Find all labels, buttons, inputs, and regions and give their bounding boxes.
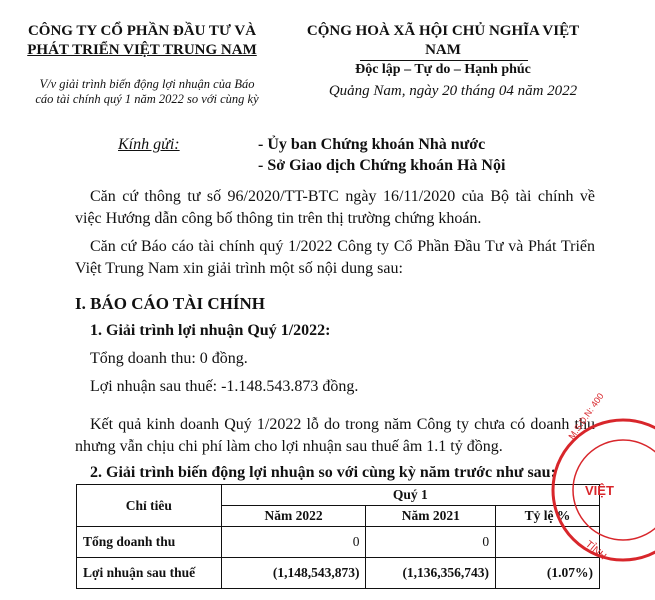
column-header: Tỷ lệ % [496, 506, 600, 527]
profit-line: Lợi nhuận sau thuế: -1.148.543.873 đồng. [90, 378, 359, 395]
subsection-heading: 2. Giải trình biến động lợi nhuận so với cùng kỳ năm trước như sau: [90, 464, 556, 481]
row-label: Tổng doanh thu [77, 527, 222, 558]
column-header: Chỉ tiêu [77, 485, 222, 527]
paragraph-report-basis: Căn cứ Báo cáo tài chính quý 1/2022 Công ty Cổ Phần Đầu Tư và Phát Triển Việt Trung Nam xin giải trình một số nội dung sau: [75, 238, 595, 277]
column-header: Năm 2022 [221, 506, 366, 527]
paragraph-result-explanation: Kết quả kinh doanh Quý 1/2022 lỗ do trong năm Công ty chưa có doanh thu nhưng vẫn chịu chi phí làm cho lợi nhuận sau thuế âm 1.1 tỷ đồng. [75, 416, 595, 455]
stamp-text-bottom: TỈNH [583, 538, 609, 563]
subsection-heading: 1. Giải trình lợi nhuận Quý 1/2022: [90, 322, 331, 339]
table-row [77, 558, 600, 589]
cell-value: 0 [221, 527, 366, 558]
row-label: Lợi nhuận sau thuế [77, 558, 222, 589]
profit-comparison-table [76, 484, 600, 589]
column-group-header: Quý 1 [221, 485, 599, 506]
section-heading: I. BÁO CÁO TÀI CHÍNH [75, 294, 266, 313]
company-name-line1: CÔNG TY CỔ PHẦN ĐẦU TƯ VÀ [27, 23, 257, 39]
company-seal-stamp [545, 391, 655, 580]
subject-line [22, 77, 272, 107]
motto-underline [360, 60, 528, 61]
column-header: Năm 2021 [366, 506, 496, 527]
table-header-row [77, 485, 600, 506]
document-date: Quảng Nam, ngày 20 tháng 04 năm 2022 [328, 83, 578, 99]
cell-value: (1.07%) [496, 558, 600, 589]
subject-line1: V/v giải trình biến động lợi nhuận của Báo [39, 77, 255, 91]
recipient-item: - Ủy ban Chứng khoán Nhà nước [258, 136, 486, 153]
stamp-text-mid: VIỆT [585, 483, 614, 498]
stamp-text-top: M.S.D.N: 400 [566, 391, 606, 442]
company-name [12, 22, 272, 60]
revenue-line: Tổng doanh thu: 0 đồng. [90, 350, 248, 367]
cell-value: 0 [366, 527, 496, 558]
paragraph-legal-basis: Căn cứ thông tư số 96/2020/TT-BTC ngày 16/11/2020 của Bộ tài chính về việc Hướng dẫn công bố thông tin trên thị trường chứng khoán. [75, 188, 595, 227]
recipients-label: Kính gửi: [118, 136, 180, 153]
table-row [77, 527, 600, 558]
national-header [288, 22, 598, 79]
company-name-line2: PHÁT TRIỂN VIỆT TRUNG NAM [27, 42, 257, 58]
cell-value: (1,148,543,873) [221, 558, 366, 589]
recipient-item: - Sở Giao dịch Chứng khoán Hà Nội [258, 157, 506, 174]
subject-line2: cáo tài chính quý 1 năm 2022 so với cùng kỳ [35, 92, 259, 106]
cell-value: (1,136,356,743) [366, 558, 496, 589]
national-motto: Độc lập – Tự do – Hạnh phúc [355, 62, 531, 77]
nation-title: CỘNG HOÀ XÃ HỘI CHỦ NGHĨA VIỆT NAM [306, 23, 580, 58]
